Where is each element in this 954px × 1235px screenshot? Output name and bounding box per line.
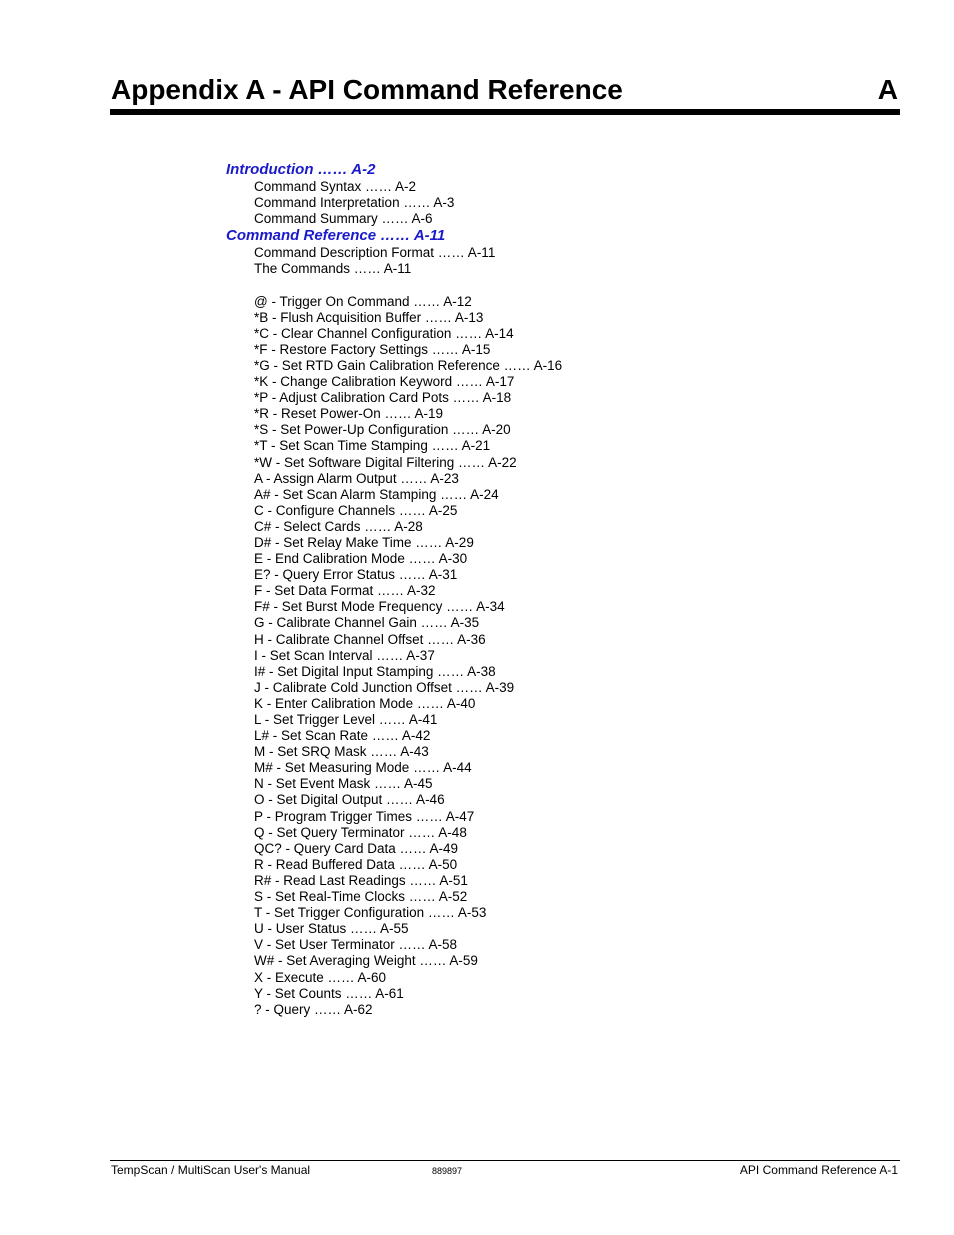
toc-entry[interactable]: Y - Set Counts …… A-61 (254, 985, 404, 1001)
table-of-contents (226, 161, 826, 1018)
toc-entry[interactable]: D# - Set Relay Make Time …… A-29 (254, 534, 474, 550)
toc-entry[interactable]: *F - Restore Factory Settings …… A-15 (254, 341, 491, 357)
toc-section-heading[interactable]: Command Reference …… A-11 (226, 227, 446, 245)
footer-page-label: API Command Reference A-1 (739, 1163, 898, 1177)
toc-entry[interactable]: F - Set Data Format …… A-32 (254, 583, 436, 599)
toc-entry[interactable]: *P - Adjust Calibration Card Pots …… A-18 (254, 390, 512, 406)
toc-entry[interactable]: J - Calibrate Cold Junction Offset …… A-39 (254, 679, 515, 695)
toc-entry[interactable]: ? - Query …… A-62 (254, 1001, 373, 1017)
toc-entry[interactable]: Command Syntax …… A-2 (254, 179, 417, 194)
header-rule (110, 109, 900, 115)
toc-entry[interactable]: T - Set Trigger Configuration …… A-53 (254, 905, 487, 921)
toc-entry[interactable]: *B - Flush Acquisition Buffer …… A-13 (254, 309, 484, 325)
toc-entry[interactable]: Command Summary …… A-6 (254, 211, 433, 227)
footer-manual-title: TempScan / MultiScan User's Manual (111, 1163, 311, 1177)
toc-entry[interactable]: I# - Set Digital Input Stamping …… A-38 (254, 663, 496, 679)
toc-entry[interactable]: V - Set User Terminator …… A-58 (254, 937, 458, 953)
toc-entry[interactable]: *W - Set Software Digital Filtering …… A-22 (254, 454, 517, 470)
toc-entry[interactable]: R - Read Buffered Data …… A-50 (254, 856, 458, 872)
toc-entry[interactable]: Command Interpretation …… A-3 (254, 195, 455, 211)
toc-entry[interactable]: The Commands …… A-11 (254, 261, 412, 277)
toc-entry[interactable]: Command Description Format …… A-11 (254, 245, 496, 261)
toc-entry[interactable]: K - Enter Calibration Mode …… A-40 (254, 695, 476, 711)
toc-entry[interactable]: C# - Select Cards …… A-28 (254, 518, 423, 534)
toc-entry[interactable]: H - Calibrate Channel Offset …… A-36 (254, 631, 486, 647)
toc-entry[interactable]: *G - Set RTD Gain Calibration Reference …… A-16 (254, 357, 563, 373)
footer-doc-number: 889897 (432, 1166, 463, 1176)
footer-rule (110, 1160, 900, 1161)
toc-entry[interactable]: M# - Set Measuring Mode …… A-44 (254, 760, 472, 776)
toc-entry[interactable]: *R - Reset Power-On …… A-19 (254, 406, 444, 422)
toc-entry[interactable]: Q - Set Query Terminator …… A-48 (254, 824, 467, 840)
page-title: Appendix A - API Command Reference (111, 74, 623, 105)
toc-entry[interactable]: U - User Status …… A-55 (254, 921, 409, 937)
toc-entry[interactable]: *T - Set Scan Time Stamping …… A-21 (254, 438, 491, 454)
toc-entry[interactable]: I - Set Scan Interval …… A-37 (254, 647, 435, 663)
toc-entry[interactable]: QC? - Query Card Data …… A-49 (254, 840, 459, 856)
toc-entry[interactable]: N - Set Event Mask …… A-45 (254, 776, 433, 792)
toc-entry[interactable]: *K - Change Calibration Keyword …… A-17 (254, 374, 515, 390)
toc-entry[interactable]: C - Configure Channels …… A-25 (254, 502, 458, 518)
toc-section-heading[interactable]: Introduction …… A-2 (226, 161, 376, 178)
page-header (111, 72, 900, 108)
toc-entry[interactable]: *S - Set Power-Up Configuration …… A-20 (254, 422, 511, 438)
toc-entry[interactable]: F# - Set Burst Mode Frequency …… A-34 (254, 599, 505, 615)
toc-entry[interactable]: S - Set Real-Time Clocks …… A-52 (254, 889, 468, 905)
toc-entry[interactable]: P - Program Trigger Times …… A-47 (254, 808, 475, 824)
toc-entry[interactable]: A# - Set Scan Alarm Stamping …… A-24 (254, 486, 499, 502)
toc-entry[interactable]: G - Calibrate Channel Gain …… A-35 (254, 615, 480, 631)
appendix-letter: A (877, 74, 898, 105)
toc-entry[interactable]: R# - Read Last Readings …… A-51 (254, 872, 468, 888)
toc-spacer (226, 277, 826, 293)
toc-entry[interactable]: L - Set Trigger Level …… A-41 (254, 712, 438, 727)
toc-entry[interactable]: L# - Set Scan Rate …… A-42 (254, 728, 431, 744)
toc-entry[interactable]: E? - Query Error Status …… A-31 (254, 567, 458, 583)
toc-entry[interactable]: X - Execute …… A-60 (254, 969, 387, 985)
toc-entry[interactable]: A - Assign Alarm Output …… A-23 (254, 470, 459, 486)
toc-entry[interactable]: E - End Calibration Mode …… A-30 (254, 551, 468, 567)
toc-entry[interactable]: *C - Clear Channel Configuration …… A-14 (254, 325, 514, 341)
toc-entry[interactable]: @ - Trigger On Command …… A-12 (254, 293, 472, 309)
toc-entry[interactable]: M - Set SRQ Mask …… A-43 (254, 744, 429, 760)
toc-entry[interactable]: W# - Set Averaging Weight …… A-59 (254, 953, 478, 969)
toc-entry[interactable]: O - Set Digital Output …… A-46 (254, 792, 445, 808)
